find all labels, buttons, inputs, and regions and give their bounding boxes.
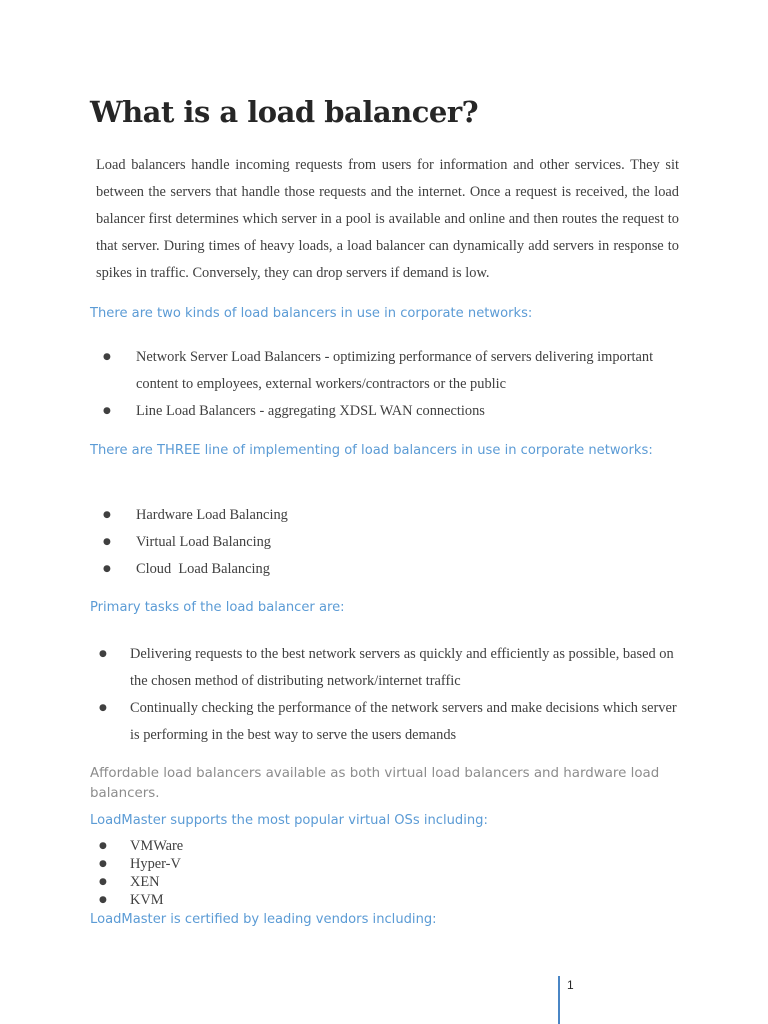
list-item-text: Hardware Load Balancing	[136, 507, 288, 523]
bullet-icon: ●	[99, 841, 107, 851]
list-item-text: Continually checking the performance of the network servers and make decisions which server is performing in the best way to serve the users demands	[130, 700, 677, 743]
kinds-heading: There are two kinds of load balancers in use in corporate networks:	[90, 306, 533, 321]
page-number-divider	[558, 976, 560, 1024]
bullet-icon: ●	[99, 859, 107, 869]
list-item	[103, 529, 681, 556]
lines-heading: There are THREE line of implementing of load balancers in use in corporate networks:	[90, 443, 653, 458]
lines-list	[103, 502, 681, 583]
list-item-text: Hyper-V	[130, 856, 181, 872]
os-list	[99, 837, 430, 909]
list-item	[99, 837, 430, 855]
list-item-text: Delivering requests to the best network servers as quickly and efficiently as possible, based on the chosen method of distributing network/internet traffic	[130, 646, 674, 689]
list-item-text: XEN	[130, 874, 160, 890]
list-item	[99, 641, 680, 695]
bullet-icon: ●	[103, 352, 111, 362]
page-number: 1	[567, 978, 574, 992]
list-item-text: Network Server Load Balancers - optimizing performance of servers delivering important content to employees, external workers/contractors or the public	[136, 349, 654, 392]
list-item	[99, 695, 680, 749]
bullet-icon: ●	[99, 877, 107, 887]
tasks-heading: Primary tasks of the load balancer are:	[90, 600, 345, 615]
bullet-icon: ●	[103, 564, 111, 574]
affordable-note: Affordable load balancers available as both virtual load balancers and hardware load balancers.	[90, 766, 660, 801]
certified-heading: LoadMaster is certified by leading vendors including:	[90, 912, 437, 927]
list-item	[99, 855, 430, 873]
bullet-icon: ●	[99, 703, 107, 713]
list-item-text: KVM	[130, 892, 164, 908]
bullet-icon: ●	[103, 537, 111, 547]
page-title: What is a load balancer?	[90, 95, 479, 129]
bullet-icon: ●	[103, 406, 111, 416]
bullet-icon: ●	[99, 649, 107, 659]
list-item	[103, 344, 681, 398]
list-item-text: Cloud Load Balancing	[136, 561, 270, 577]
os-heading: LoadMaster supports the most popular virtual OSs including:	[90, 813, 488, 828]
list-item	[103, 398, 681, 425]
list-item-text: Line Load Balancers - aggregating XDSL WAN connections	[136, 403, 485, 419]
list-item-text: VMWare	[130, 838, 184, 854]
intro-paragraph: Load balancers handle incoming requests from users for information and other services. They sit between the servers that handle those requests and the internet. Once a request is received, the load balancer first determines which server in a pool is available and online and then routes the request to that server. During times of heavy loads, a load balancer can dynamically add servers in response to spikes in traffic. Conversely, they can drop servers if demand is low.	[96, 157, 679, 281]
list-item	[99, 873, 430, 891]
bullet-icon: ●	[103, 510, 111, 520]
kinds-list	[103, 344, 681, 425]
list-item-text: Virtual Load Balancing	[136, 534, 272, 550]
bullet-icon: ●	[99, 895, 107, 905]
tasks-list	[99, 641, 680, 749]
list-item	[99, 891, 430, 909]
list-item	[103, 502, 681, 529]
list-item	[103, 556, 681, 583]
